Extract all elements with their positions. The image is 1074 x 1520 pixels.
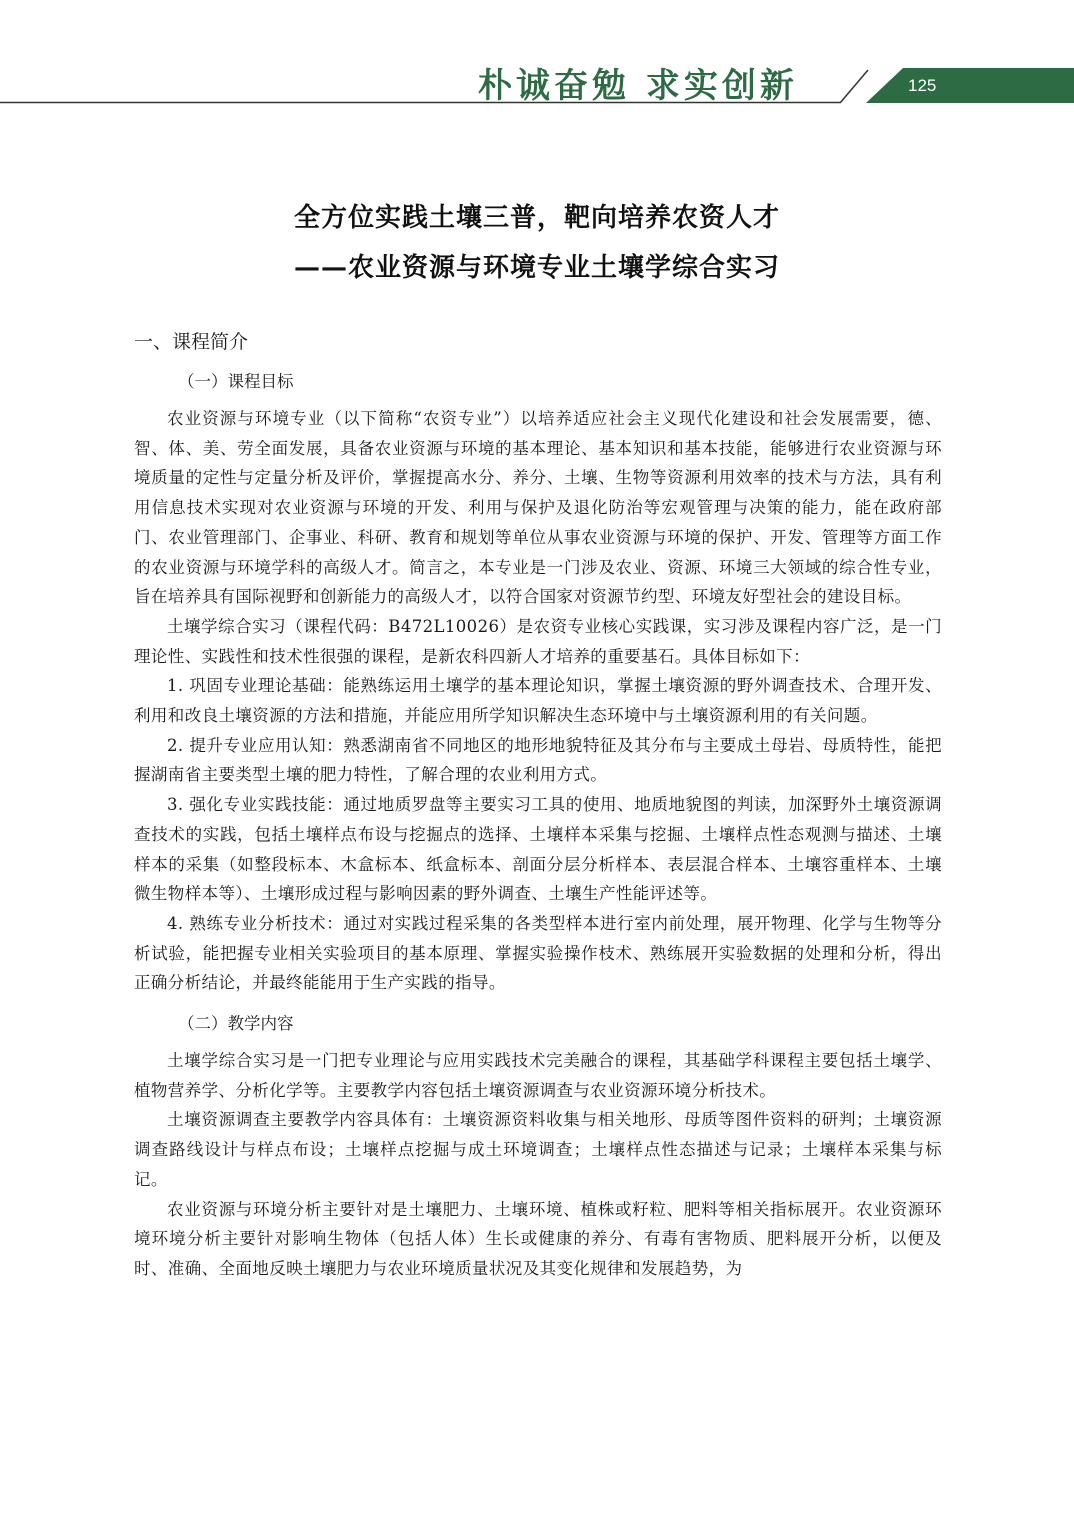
paragraph: 2. 提升专业应用认知：熟悉湖南省不同地区的地形地貌特征及其分布与主要成土母岩、母质特性，能把握湖南省主要类型土壤的肥力特性，了解合理的农业利用方式。 <box>134 735 942 785</box>
page-header <box>0 0 1074 110</box>
paragraph: 1. 巩固专业理论基础：能熟练运用土壤学的基本理论知识，掌握土壤资源的野外调查技术、合理开发、利用和改良土壤资源的方法和措施，并能应用所学知识解决生态环境中与土壤资源利用的有关问题。 <box>134 676 942 726</box>
paragraph: 3. 强化专业实践技能：通过地质罗盘等主要实习工具的使用、地质地貌图的判读，加深野外土壤资源调查技术的实践，包括土壤样点布设与挖掘点的选择、土壤样本采集与挖掘、土壤样点性态观测与描述、土壤样本的采集（如整段标本、木盒标本、纸盒标本、剖面分层分析样本、表层混合样本、土壤容重样本、土壤微生物样本等）、土壤形成过程与影响因素的野外调查、土壤生产性能评述等。 <box>134 795 942 904</box>
paragraph: 农业资源与环境分析主要针对是土壤肥力、土壤环境、植株或籽粒、肥料等相关指标展开。农业资源环境环境分析主要针对影响生物体（包括人体）生长或健康的养分、有毒有害物质、肥料展开分析，以便及时、准确、全面地反映土壤肥力与农业环境质量状况及其变化规律和发展趋势，为 <box>134 1199 942 1278</box>
article-subtitle: ——农业资源与环境专业土壤学综合实习 <box>293 253 780 283</box>
subsection-heading: （二）教学内容 <box>178 1014 294 1034</box>
section-heading: 一、课程简介 <box>134 331 249 353</box>
header-motto: 朴诚奋勉 求实创新 <box>478 66 798 106</box>
paragraph: 土壤学综合实习是一门把专业理论与应用实践技术完美融合的课程，其基础学科课程主要包括土壤学、植物营养学、分析化学等。主要教学内容包括土壤资源调查与农业资源环境分析技术。 <box>134 1051 942 1100</box>
subsection-heading: （一）课程目标 <box>178 372 294 391</box>
paragraph: 4. 熟练专业分析技术：通过对实践过程采集的各类型样本进行室内前处理，展开物理、化学与生物等分析试验，能把握专业相关实验项目的基本原理、掌握实验操作枝术、熟练展开实验数据的处理和分析，得出正确分析结论，并最终能能用于生产实践的指导。 <box>134 913 942 993</box>
article-body <box>134 322 942 1284</box>
paragraph: 土壤资源调查主要教学内容具体有：土壤资源资料收集与相关地形、母质等图件资料的研判；土壤资源调查路线设计与样点布设；土壤样点挖掘与成土环境调查；土壤样点性态描述与记录；土壤样本采集与标记。 <box>134 1110 942 1189</box>
page-number: 125 <box>908 76 937 95</box>
paragraph: 农业资源与环境专业（以下简称“农资专业”）以培养适应社会主义现代化建设和社会发展需要，德、智、体、美、劳全面发展，具备农业资源与环境的基本理论、基本知识和基本技能，能够进行农业资源与环境质量的定性与定量分析及评价，掌握提高水分、养分、土壤、生物等资源利用效率的技术与方法，具有利用信息技术实现对农业资源与环境的开发、利用与保护及退化防治等宏观管理与决策的能力，能在政府部门、农业管理部门、企事业、科研、教育和规划等单位从事农业资源与环境的保护、开发、管理等方面工作的农业资源与环境学科的高级人才。简言之，本专业是一门涉及农业、资源、环境三大领域的综合性专业，旨在培养具有国际视野和创新能力的高级人才，以符合国家对资源节约型、环境友好型社会的建设目标。 <box>134 409 942 607</box>
paragraph: 土壤学综合实习（课程代码：B472L10026）是农资专业核心实践课，实习涉及课程内容广泛，是一门理论性、实践性和技术性很强的课程，是新农科四新人才培养的重要基石。具体目标如下： <box>134 616 942 666</box>
article-title: 全方位实践土壤三普，靶向培养农资人才 <box>293 203 780 233</box>
